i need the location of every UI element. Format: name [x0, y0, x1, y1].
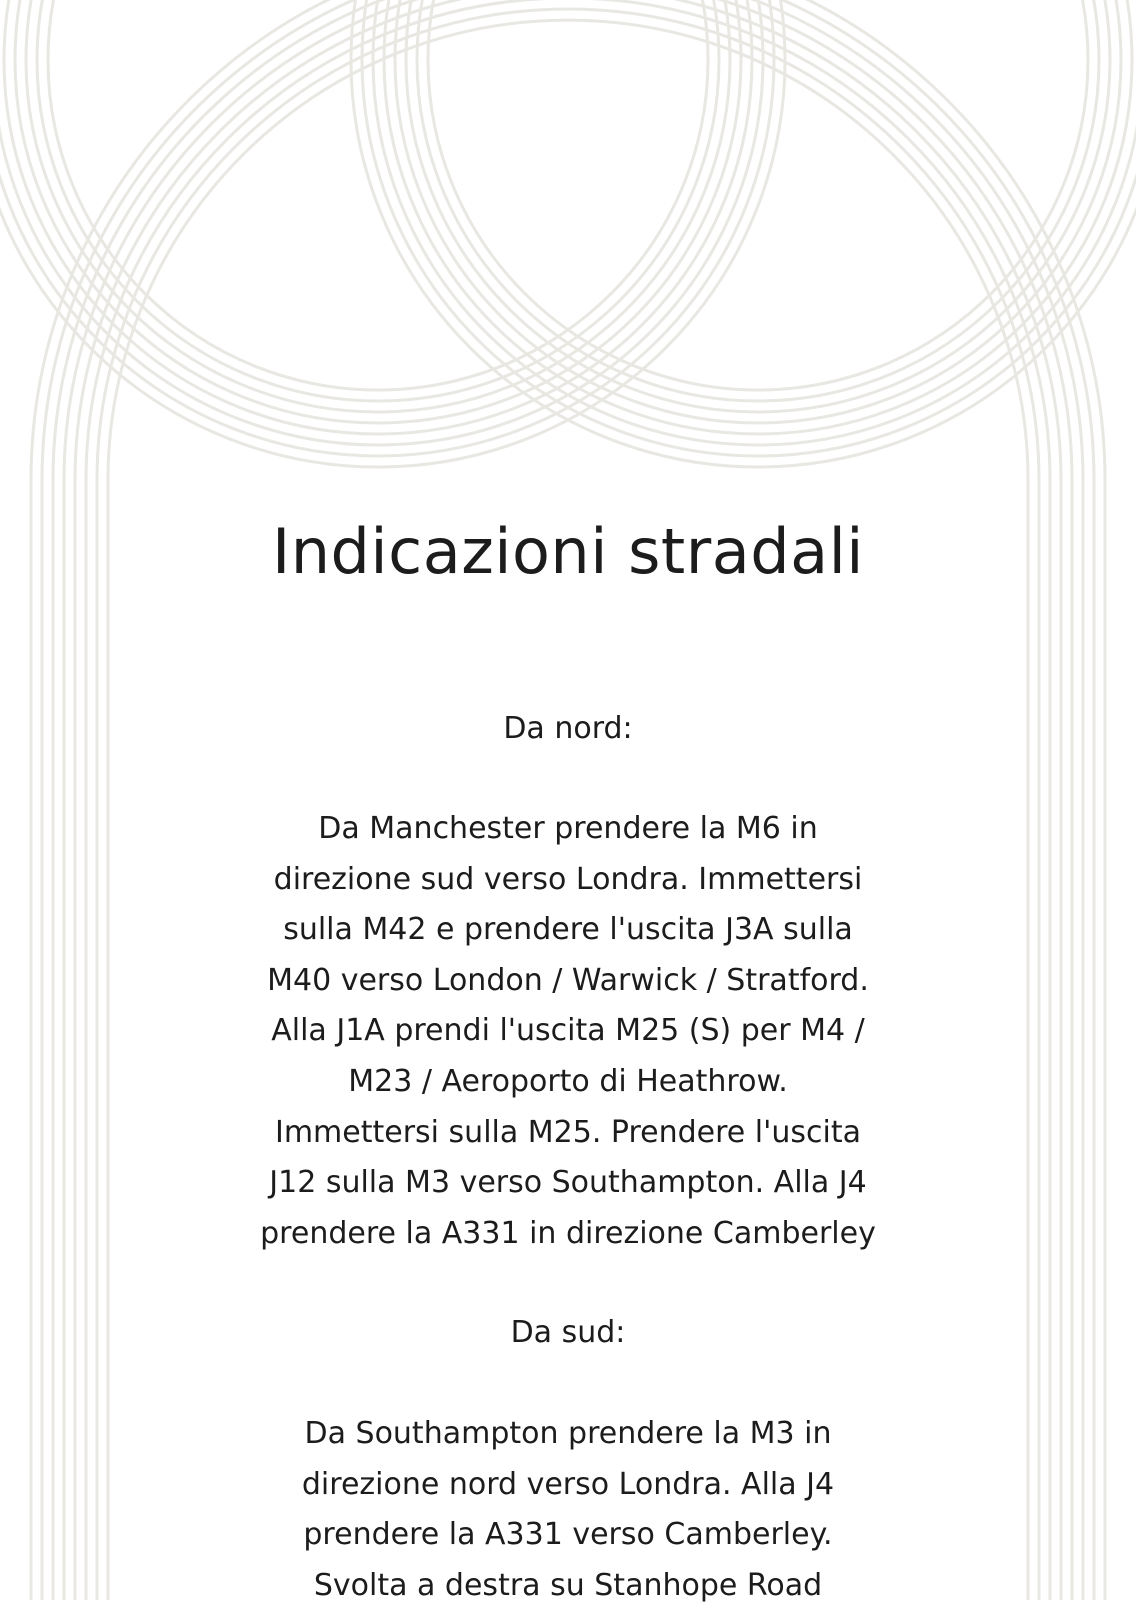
section-heading-north: Da nord:: [503, 711, 633, 746]
text-line: M40 verso London / Warwick / Stratford.: [267, 962, 869, 998]
section-text-south: [0, 1409, 1136, 1611]
text-line: sulla M42 e prendere l'uscita J3A sulla: [283, 912, 853, 948]
text-line: direzione sud verso Londra. Immettersi: [273, 861, 863, 897]
text-line: Immettersi sulla M25. Prendere l'uscita: [274, 1114, 861, 1150]
text-line: Da Manchester prendere la M6 in: [318, 811, 818, 846]
text-line: Da Southampton prendere la M3 in: [304, 1416, 832, 1451]
text-line: prendere la A331 verso Camberley.: [303, 1517, 833, 1553]
text-line: prendere la A331 in direzione Camberley: [260, 1215, 876, 1251]
text-line: J12 sulla M3 verso Southampton. Alla J4: [269, 1165, 867, 1201]
text-line: M23 / Aeroporto di Heathrow.: [348, 1063, 788, 1099]
text-line: direzione nord verso Londra. Alla J4: [301, 1466, 835, 1502]
page-title: Indicazioni stradali: [271, 515, 865, 588]
section-heading-south: Da sud:: [510, 1315, 626, 1350]
section-text-north: [0, 804, 1136, 1259]
text-line: Alla J1A prendi l'uscita M25 (S) per M4 /: [271, 1013, 865, 1049]
text-line: Svolta a destra su Stanhope Road: [313, 1567, 823, 1603]
